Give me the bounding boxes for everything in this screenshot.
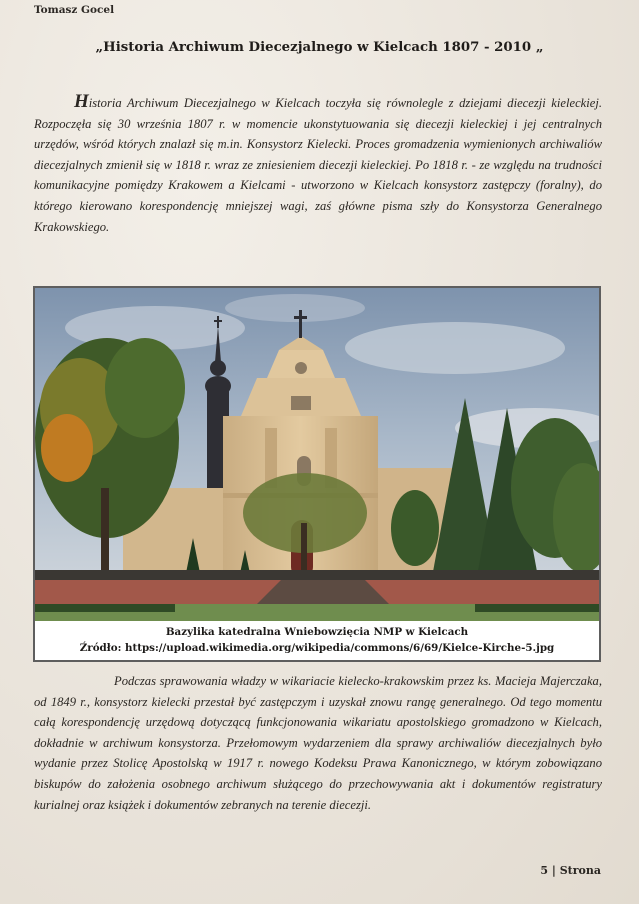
figure-caption	[35, 621, 599, 660]
author-name: Tomasz Gocel	[34, 4, 115, 16]
caption-source: Źródło: https://upload.wikimedia.org/wikipedia/commons/6/69/Kielce-Kirche-5.jpg	[79, 641, 555, 654]
paragraph-second: Podczas sprawowania władzy w wikariacie kielecko-krakowskim przez ks. Macieja Majerczaka, od 1849 r., konsystorz kielecki przestał być zastępczym i uzyskał znowu rangę generalnego. Od tego momentu całą korespondencję urzędową dotyczącą funkcjonowania wikariatu apostolskiego gromadzono w Kielcach, dokładnie w archiwum konsystorza. Przełomowym wydarzeniem dla sprawy archiwaliów diecezjalnych było wydanie przez Stolicę Apostolską w 1917 r. nowego Kodeksu Prawa Kanonicznego, w którym zobowiązano biskupów do założenia osobnego archiwum służącego do przechowywania akt i dokumentów registratury kurialnej oraz książek i dokumentów zebranych na terenie diecezji.	[34, 674, 602, 812]
figure	[33, 286, 601, 662]
paragraph-intro-text: istoria Archiwum Diecezjalnego w Kielcach toczyła się równolegle z dziejami diecezji kieleckiej. Rozpoczęła się 30 września 1807 r. w momencie ukonstytuowania się diecezji kieleckiej i jej centralnych urzędów, wśród których znalazł się m.in. Konsystorz Kielecki. Proces gromadzenia wymienionych archiwaliów diecezjalnych zmienił się w 1818 r. wraz ze zniesieniem diecezji kieleckiej. Po 1818 r. - ze względu na trudności komunikacyjne pomiędzy Krakowem a Kielcami - utworzono w Kielcach konsystorz zastępczy (foralny), do którego kierowano korespondencję mniejszej wagi, zaś główne pisma szły do Konsystorza Generalnego Krakowskiego.	[34, 96, 602, 234]
cathedral-photo	[35, 288, 599, 621]
caption-title: Bazylika katedralna Wniebowzięcia NMP w Kielcach	[165, 626, 469, 638]
document-title: „Historia Archiwum Diecezjalnego w Kielcach 1807 - 2010 „	[95, 40, 544, 55]
paragraph-intro	[34, 92, 602, 237]
page-number: 5 | Strona	[540, 864, 601, 877]
drop-cap: H	[74, 91, 89, 112]
